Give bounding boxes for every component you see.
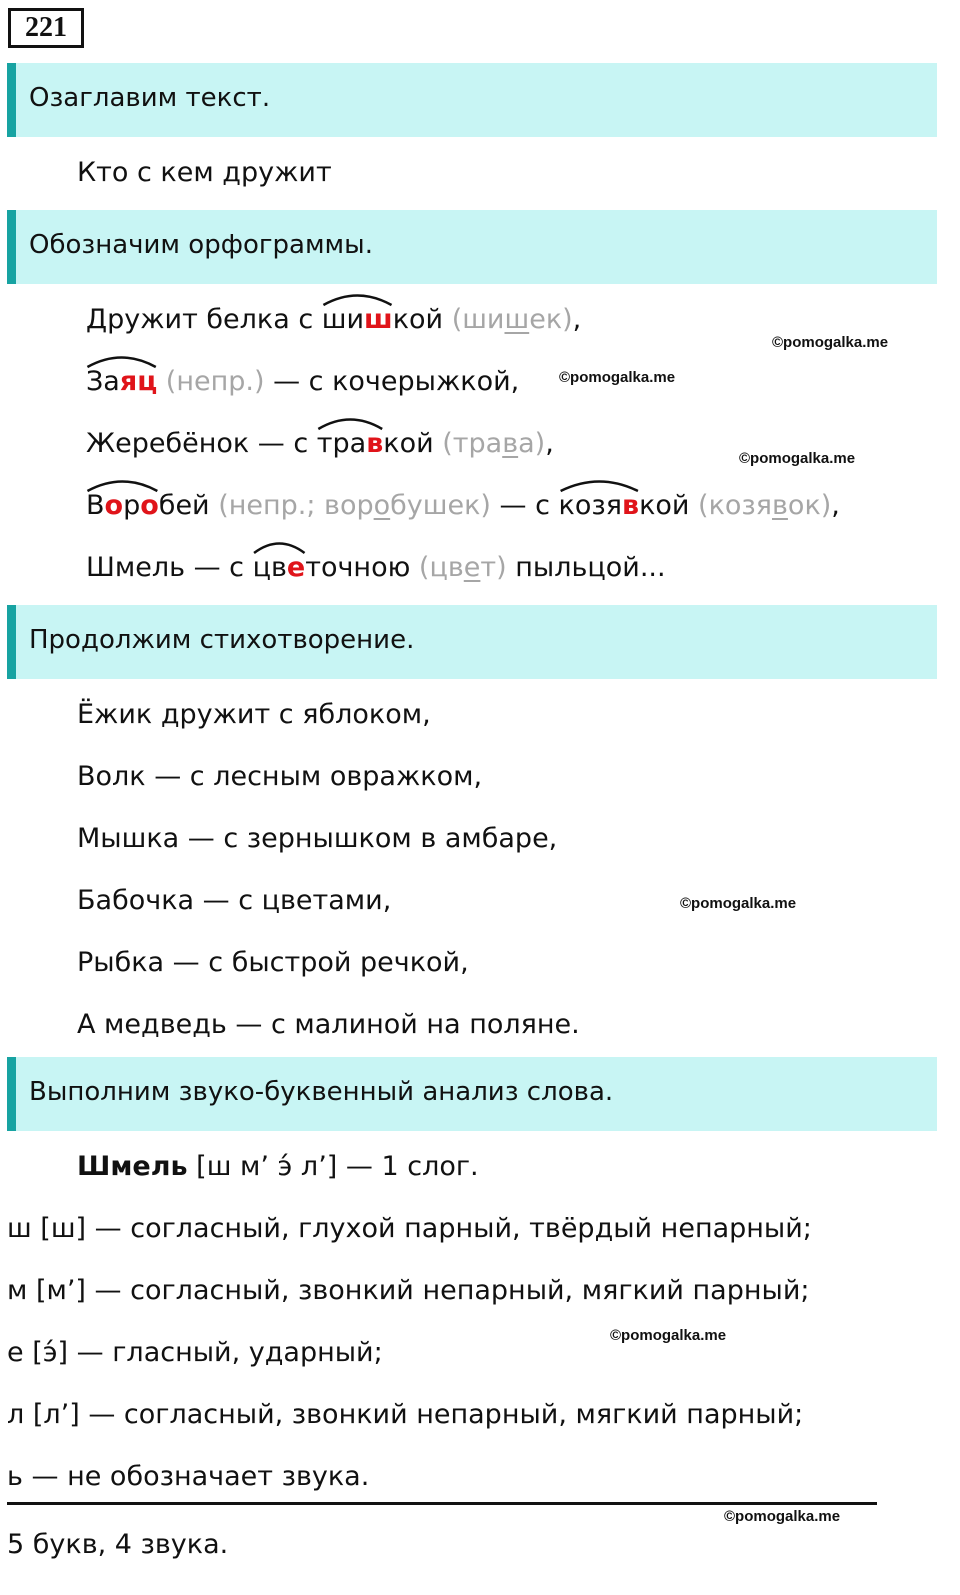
section-heading-title: Озаглавим текст. [7, 63, 937, 137]
sound-analysis-line: ш [ш] — согласный, глухой парный, твёрдый непарный; [7, 1213, 812, 1244]
poem-continuation-line: Рыбка — с быстрой речкой, [77, 947, 469, 978]
transcription: [ш м’ э́ л’] — 1 слог. [187, 1151, 479, 1182]
poem-line-2: Заяц (непр.) — с кочерыжкой, [86, 366, 519, 397]
poem-line-5: Шмель — с цве точною (цвет) пыльцой... [86, 552, 666, 583]
poem-continuation-line: Бабочка — с цветами, [77, 885, 392, 916]
watermark: ©pomogalka.me [772, 334, 889, 351]
root-arc-vorobey: Воро [86, 490, 159, 521]
poem-continuation-line: Ёжик дружит с яблоком, [77, 699, 431, 730]
watermark: ©pomogalka.me [724, 1508, 841, 1525]
section-heading-orthograms: Обозначим орфограммы. [7, 210, 937, 284]
root-arc-zayats: Заяц [86, 366, 157, 397]
text-title: Кто с кем дружит [77, 157, 332, 188]
watermark: ©pomogalka.me [739, 450, 856, 467]
watermark: ©pomogalka.me [559, 369, 676, 386]
divider [7, 1502, 877, 1505]
sound-analysis-line: ь — не обозначает звука. [7, 1461, 370, 1492]
analysis-summary: 5 букв, 4 звука. [7, 1529, 229, 1560]
sound-analysis-line: м [м’] — согласный, звонкий непарный, мягкий парный; [7, 1275, 810, 1306]
poem-line-4: Воро бей (непр.; воробушек) — с козяв кой (козявок), [86, 490, 840, 521]
poem-line-3: Жеребёнок — с трав кой (трава), [86, 428, 554, 459]
analysis-word-line [77, 1151, 479, 1182]
sound-analysis-line: е [э́] — гласный, ударный; [7, 1337, 383, 1368]
section-heading-analysis: Выполним звуко-буквенный анализ слова. [7, 1057, 937, 1131]
poem-continuation-line: Мышка — с зернышком в амбаре, [77, 823, 558, 854]
exercise-number: 221 [8, 8, 84, 48]
section-heading-continue: Продолжим стихотворение. [7, 605, 937, 679]
sound-analysis-line: л [л’] — согласный, звонкий непарный, мягкий парный; [7, 1399, 804, 1430]
root-arc-travkoy: трав [317, 428, 384, 459]
poem-continuation-line: А медведь — с малиной на поляне. [77, 1009, 580, 1040]
poem-continuation-line: Волк — с лесным овражком, [77, 761, 483, 792]
root-arc-kozyavkoy: козяв [559, 490, 640, 521]
root-arc-tsvetochnoyu: цве [253, 552, 306, 583]
watermark: ©pomogalka.me [610, 1327, 727, 1344]
poem-line-1: Дружит белка с шиш кой (шишек), [86, 304, 581, 335]
root-arc-shishkoy: шиш [322, 304, 393, 335]
analysis-word: Шмель [77, 1151, 188, 1182]
watermark: ©pomogalka.me [680, 895, 797, 912]
